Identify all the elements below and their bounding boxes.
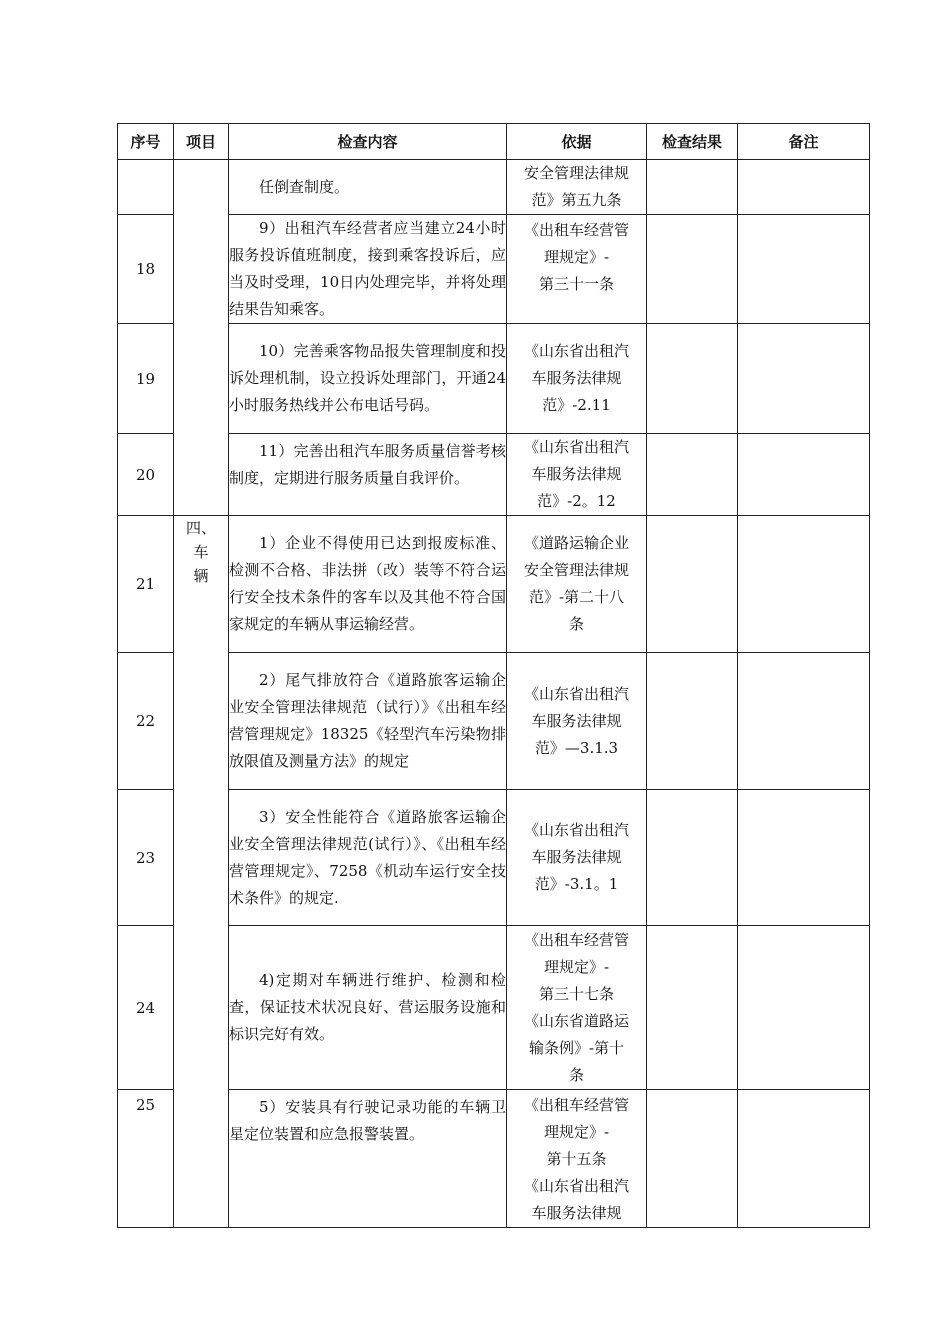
item-group-vehicle — [174, 516, 229, 1228]
table-row — [118, 516, 870, 653]
row-basis: 《出租车经营管 理规定》- 第十五条 《山东省出租汽 车服务法律规 — [507, 1090, 647, 1228]
row-basis: 《山东省出租汽 车服务法律规 范》-2.11 — [507, 324, 647, 434]
row-note[interactable] — [738, 653, 870, 790]
row-result[interactable] — [647, 653, 738, 790]
inspection-table — [117, 123, 870, 1228]
item-group-label: 辆 — [193, 567, 209, 585]
header-seq: 序号 — [118, 124, 174, 160]
item-group-label: 车 — [193, 543, 209, 561]
row-seq: 24 — [118, 926, 174, 1090]
table-row — [118, 790, 870, 926]
row-content: 1）企业不得使用已达到报废标准、检测不合格、非法拼（改）装等不符合运行安全技术条件的客车以及其他不符合国家规定的车辆从事运输经营。 — [229, 516, 507, 653]
table-row — [118, 1090, 870, 1228]
table-row — [118, 653, 870, 790]
header-basis: 依据 — [507, 124, 647, 160]
header-result: 检查结果 — [647, 124, 738, 160]
row-content: 5）安装具有行驶记录功能的车辆卫星定位装置和应急报警装置。 — [229, 1090, 507, 1228]
row-content: 11）完善出租汽车服务质量信誉考核制度，定期进行服务质量自我评价。 — [229, 434, 507, 516]
row-result[interactable] — [647, 324, 738, 434]
row-content: 4)定期对车辆进行维护、检测和检查，保证技术状况良好、营运服务设施和标识完好有效。 — [229, 926, 507, 1090]
header-content: 检查内容 — [229, 124, 507, 160]
row-basis: 《出租车经营管 理规定》- 第三十一条 — [507, 215, 647, 324]
table-row — [118, 215, 870, 324]
item-cell-blank — [174, 160, 229, 516]
row-seq: 19 — [118, 324, 174, 434]
row-content: 10）完善乘客物品报失管理制度和投诉处理机制，设立投诉处理部门，开通24小时服务热线并公布电话号码。 — [229, 324, 507, 434]
row-basis: 《山东省出租汽 车服务法律规 范》-3.1。1 — [507, 790, 647, 926]
header-note: 备注 — [738, 124, 870, 160]
row-content: 3）安全性能符合《道路旅客运输企业安全管理法律规范(试行）》、《出租车经营管理规定》、7258《机动车运行安全技术条件》的规定. — [229, 790, 507, 926]
row-result[interactable] — [647, 160, 738, 215]
row-seq: 18 — [118, 215, 174, 324]
row-basis: 《出租车经营管 理规定》- 第三十七条 《山东省道路运 输条例》-第十 条 — [507, 926, 647, 1090]
row-seq: 20 — [118, 434, 174, 516]
row-result[interactable] — [647, 516, 738, 653]
item-group-label: 四、 — [185, 519, 216, 537]
row-result[interactable] — [647, 926, 738, 1090]
row-seq — [118, 160, 174, 215]
row-note[interactable] — [738, 160, 870, 215]
row-result[interactable] — [647, 1090, 738, 1228]
row-result[interactable] — [647, 215, 738, 324]
row-basis: 安全管理法律规 范》第五九条 — [507, 160, 647, 215]
header-item: 项目 — [174, 124, 229, 160]
table-row — [118, 160, 870, 215]
row-note[interactable] — [738, 434, 870, 516]
row-content: 任倒查制度。 — [229, 160, 507, 215]
row-result[interactable] — [647, 434, 738, 516]
row-seq: 21 — [118, 516, 174, 653]
row-note[interactable] — [738, 516, 870, 653]
row-content: 2）尾气排放符合《道路旅客运输企业安全管理法律规范（试行）》《出租车经营管理规定》18325《轻型汽车污染物排放限值及测量方法》的规定 — [229, 653, 507, 790]
row-seq: 25 — [118, 1090, 174, 1228]
row-note[interactable] — [738, 926, 870, 1090]
row-note[interactable] — [738, 790, 870, 926]
table-row — [118, 324, 870, 434]
row-seq: 22 — [118, 653, 174, 790]
header-row — [118, 124, 870, 160]
row-basis: 《山东省出租汽 车服务法律规 范》—3.1.3 — [507, 653, 647, 790]
row-note[interactable] — [738, 1090, 870, 1228]
row-seq: 23 — [118, 790, 174, 926]
row-basis: 《道路运输企业 安全管理法律规 范》-第二十八 条 — [507, 516, 647, 653]
row-note[interactable] — [738, 215, 870, 324]
table-row — [118, 926, 870, 1090]
table-row — [118, 434, 870, 516]
row-basis: 《山东省出租汽 车服务法律规 范》-2。12 — [507, 434, 647, 516]
row-result[interactable] — [647, 790, 738, 926]
row-content: 9）出租汽车经营者应当建立24小时服务投诉值班制度，接到乘客投诉后，应当及时受理，10日内处理完毕，并将处理结果告知乘客。 — [229, 215, 507, 324]
row-note[interactable] — [738, 324, 870, 434]
